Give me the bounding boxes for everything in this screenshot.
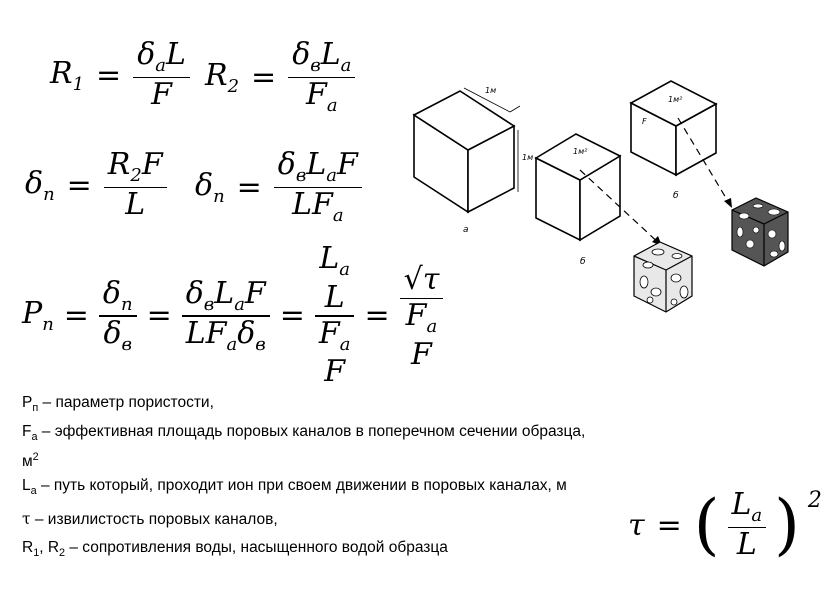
porous-cubes-figure (410, 60, 800, 380)
fraction: $\frac{R_2F}{L}$ (104, 148, 167, 223)
fraction: $\frac{\delta_вL_а}{F_а}$ (288, 38, 355, 117)
cube-c-area-label: 1м² (668, 95, 683, 104)
formula-r2: $R_2$ = $\frac{\delta_вL_а}{F_а}$ (205, 38, 355, 117)
formula-delta-p-2: $\delta_п$ = $\frac{\delta_вL_аF}{LF_а}$ (195, 148, 362, 227)
cube-b-caption: б (580, 257, 586, 267)
fraction: √τ $F_а$ F (400, 263, 444, 372)
formula-tortuosity: τ = ( $\frac{L_а}{L}$ ) $^2$ (628, 486, 822, 564)
nested-fraction: $L_а$ L $F_а$ F (315, 242, 355, 390)
cube-a-edge-label: 1м (485, 86, 497, 95)
formula-porosity-parameter: $P_п$ = $\frac{\delta_п}{\delta_в}$ = $\frac{\delta_вL_аF}{LF_а\delta_в}$ = $L_а$ L $F_а$ F = √τ $F_а$ F (22, 242, 443, 390)
fraction: $\frac{\delta_п}{\delta_в}$ (99, 277, 137, 356)
formula-r1: $R_1$ = $\frac{\delta_аL}{F}$ (50, 38, 190, 113)
formula-delta-p-1: $\delta_п$ = $\frac{R_2F}{L}$ (25, 148, 167, 223)
legend-item: $F_а$ – эффективная площадь поровых каналов в поперечном сечении образца, $м^2$ (22, 423, 586, 471)
legend-text (22, 393, 602, 568)
legend-item: τ – извилистость поровых каналов, (22, 510, 278, 529)
legend-item: $P_п$ – параметр пористости, (22, 394, 214, 415)
fraction: $\frac{L_а}{L}$ (728, 488, 767, 563)
cube-b-area-label: 1м² (573, 147, 588, 156)
cube-c-face-label: F (642, 117, 647, 126)
cube-a-edge-label: 1м (522, 153, 534, 162)
legend-item: $L_а$ – путь который, проходит ион при своем движении в поровых каналах, м (22, 477, 567, 498)
fraction: $\frac{\delta_вL_аF}{LF_а\delta_в}$ (182, 277, 270, 356)
cube-a-caption: а (463, 225, 469, 235)
cube-c-caption: б (673, 191, 679, 201)
legend-item: $R_1$, $R_2$ – сопротивления воды, насыщенного водой образца (22, 539, 448, 560)
fraction: $\frac{\delta_вL_аF}{LF_а}$ (274, 148, 362, 227)
fraction: $\frac{\delta_аL}{F}$ (133, 38, 190, 113)
